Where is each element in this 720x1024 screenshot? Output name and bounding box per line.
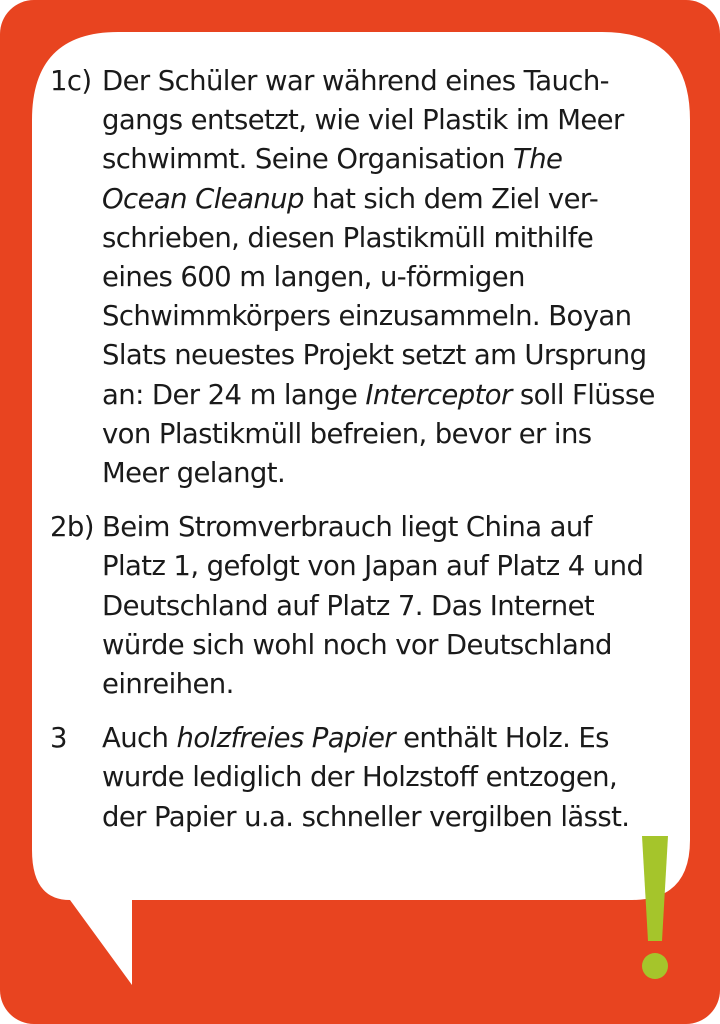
answer-line: [102, 376, 690, 415]
answer-line: [102, 101, 690, 140]
answer-line: [102, 180, 690, 219]
answer-text: [102, 719, 690, 837]
italic-term: Interceptor: [365, 378, 512, 411]
text-segment: gangs entsetzt, wie viel Plastik im Meer: [102, 104, 624, 137]
answer-line: [102, 454, 690, 493]
text-segment: würde sich wohl noch vor Deutschland: [102, 628, 612, 661]
answer-text: [102, 62, 690, 493]
exclamation-mark-icon: [640, 836, 670, 981]
answer-line: [102, 258, 690, 297]
text-segment: schwimmt. Seine Organisation: [102, 143, 513, 176]
text-segment: Auch: [102, 722, 177, 755]
answer-line: [102, 415, 690, 454]
text-segment: an: Der 24 m lange: [102, 378, 366, 411]
answers-list: [50, 62, 690, 852]
text-segment: Meer gelangt.: [102, 457, 286, 490]
answer-item: [50, 62, 690, 493]
text-segment: eines 600 m langen, u-förmigen: [102, 261, 525, 294]
answer-line: [102, 758, 690, 797]
text-segment: Slats neuestes Projekt setzt am Ursprung: [102, 339, 647, 372]
text-segment: wurde lediglich der Holzstoff entzogen,: [102, 761, 618, 794]
answer-number: 2b): [50, 511, 94, 544]
answer-line: [102, 798, 690, 837]
text-segment: der Papier u.a. schneller vergilben lässt.: [102, 800, 630, 833]
text-segment: Platz 1, gefolgt von Japan auf Platz 4 und: [102, 550, 644, 583]
answer-line: [102, 140, 690, 179]
answer-line: [102, 587, 690, 626]
text-segment: Der Schüler war während eines Tauch-: [102, 65, 609, 97]
answer-line: [102, 547, 690, 586]
text-segment: Deutschland auf Platz 7. Das Internet: [102, 589, 595, 622]
text-segment: schrieben, diesen Plastikmüll mithilfe: [102, 221, 594, 254]
text-segment: hat sich dem Ziel ver-: [303, 182, 599, 215]
text-segment: enthält Holz. Es: [394, 722, 609, 755]
answer-text: [102, 508, 690, 704]
italic-term: holzfreies Papier: [176, 722, 395, 755]
text-segment: von Plastikmüll befreien, bevor er ins: [102, 417, 592, 450]
italic-term: The: [513, 143, 563, 176]
answer-number: 1c): [50, 65, 92, 97]
answer-item: [50, 719, 690, 837]
answer-number: 3: [50, 722, 67, 755]
answer-line: [102, 336, 690, 375]
answer-item: [50, 508, 690, 704]
italic-term: Ocean Cleanup: [102, 182, 304, 215]
text-segment: einreihen.: [102, 668, 234, 701]
answer-line: [102, 665, 690, 704]
answer-line: [102, 219, 690, 258]
answer-line: [102, 62, 690, 101]
answer-line: [102, 719, 690, 758]
text-segment: Beim Stromverbrauch liegt China auf: [102, 511, 592, 544]
answer-line: [102, 508, 690, 547]
text-segment: Schwimmkörpers einzusammeln. Boyan: [102, 300, 632, 333]
text-segment: soll Flüsse: [511, 378, 655, 411]
answer-line: [102, 626, 690, 665]
answer-line: [102, 297, 690, 336]
